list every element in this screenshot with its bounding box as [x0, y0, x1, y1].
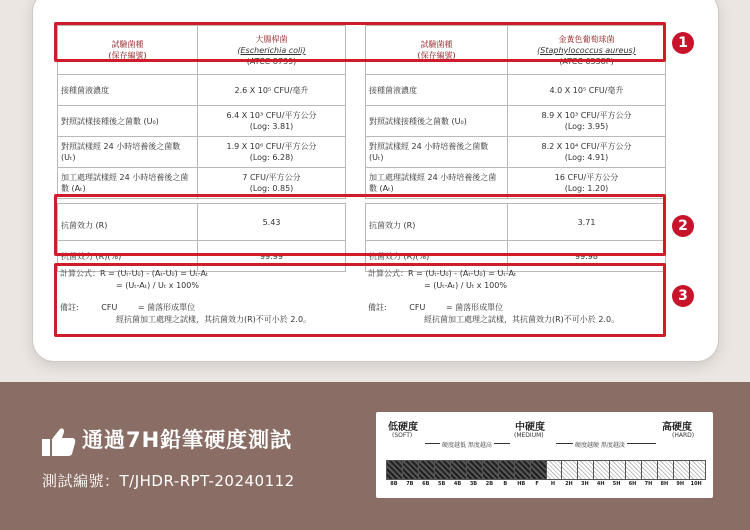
hardness-cell [547, 461, 563, 479]
grade-label: 10H [690, 481, 702, 487]
arrow-right-label: 硬度越硬 黑度越淡 [575, 442, 625, 449]
highlight-box-3 [54, 263, 666, 337]
grade-label: 2B [485, 481, 494, 487]
formula-line-1: 計算公式：R = (Uₜ-U₀) - (Aₜ-U₀) = Uₜ-Aₜ [368, 269, 517, 278]
grade-label: H [550, 481, 556, 487]
note-line-2: 經抗菌加工處理之試樣，其抗菌效力(R)不可小於 2.0。 [116, 315, 312, 324]
row-value: 1.9 X 10⁶ CFU/平方公分 (Log: 6.28) [198, 137, 346, 168]
formula-line-1: 計算公式：R = (Uₜ-U₀) - (Aₜ-U₀) = Uₜ-Aₜ [60, 269, 209, 278]
grade-label: 3B [469, 481, 478, 487]
thumbs-up-icon [42, 427, 76, 457]
hardness-cell [515, 461, 531, 479]
grade-label: 2H [565, 481, 573, 487]
hardness-cell [594, 461, 610, 479]
grade-label: 4H [596, 481, 605, 487]
hardness-cell [531, 461, 547, 479]
table-row [58, 106, 346, 137]
row-value: 4.0 X 10⁵ CFU/毫升 [508, 75, 666, 106]
grade-label: 7H [644, 481, 653, 487]
hardness-cell [435, 461, 451, 479]
row-label: 接種菌液濃度 [58, 75, 198, 106]
row-label: 對照試樣接種後之菌數 (U₀) [366, 106, 508, 137]
scale-high-label: 高硬度 [662, 422, 692, 433]
hardness-cell [562, 461, 578, 479]
report-number: 測試編號：T/JHDR-RPT-20240112 [42, 472, 295, 490]
row-value: 99.98 [508, 241, 666, 272]
row-label: 加工處理試樣經 24 小時培養後之菌數 (Aₜ) [58, 168, 198, 199]
scale-low-label: 低硬度 [388, 422, 418, 433]
row-value: 5.43 [198, 204, 346, 241]
row-label: 抗菌效力 (R)(%) [366, 241, 508, 272]
grade-label: 3H [580, 481, 589, 487]
row-label: 對照試樣經 24 小時培養後之菌數 (Uₜ) [58, 137, 198, 168]
hardness-cell [387, 461, 403, 479]
table-row [58, 75, 346, 106]
row-value: 6.4 X 10³ CFU/平方公分 (Log: 3.81) [198, 106, 346, 137]
hardness-cell [467, 461, 483, 479]
grade-label: 6H [628, 481, 637, 487]
highlight-box-1 [54, 22, 666, 62]
badge-1: 1 [672, 32, 694, 54]
row-value: 2.6 X 10⁵ CFU/毫升 [198, 75, 346, 106]
grade-label: B [503, 481, 508, 487]
note: 備註: CFU = 菌落形成單位 [368, 303, 504, 312]
arrow-left-label: 硬度越低 黑度越高 [442, 442, 492, 449]
table-row [58, 137, 346, 168]
scale-mid-en: (MEDIUM) [514, 432, 544, 439]
note: 備註: CFU = 菌落形成單位 [60, 303, 196, 312]
row-label: 接種菌液濃度 [366, 75, 508, 106]
header-strain-label: 試驗菌種 (保存編號) [58, 26, 198, 75]
row-value: 16 CFU/平方公分 (Log: 1.20) [508, 168, 666, 199]
hardness-cell [403, 461, 419, 479]
header-species: 大腸桿菌 (Escherichia coli) (ATCC 8739) [198, 26, 346, 75]
grade-label: 6B [422, 481, 430, 487]
hardness-cell [419, 461, 435, 479]
highlight-box-2 [54, 194, 666, 256]
row-value: 8.9 X 10³ CFU/平方公分 (Log: 3.95) [508, 106, 666, 137]
table-row [366, 106, 666, 137]
badge-2: 2 [672, 215, 694, 237]
hardness-cell [658, 461, 674, 479]
row-label: 抗菌效力 (R) [58, 204, 198, 241]
row-value: 3.71 [508, 204, 666, 241]
hardness-cell [674, 461, 690, 479]
scale-high-en: (HARD) [672, 432, 695, 439]
formula-line-2: = (Uₜ-Aₜ) / Uₜ x 100% [424, 281, 507, 290]
hardness-cell [499, 461, 515, 479]
hardness-cell [626, 461, 642, 479]
grade-label: 4B [453, 481, 462, 487]
hardness-cell [451, 461, 467, 479]
grade-label: 9H [676, 481, 685, 487]
grade-label: F [535, 481, 539, 487]
badge-3: 3 [672, 285, 694, 307]
table-row [366, 75, 666, 106]
row-value: 7 CFU/平方公分 (Log: 0.85) [198, 168, 346, 199]
header-species: 金黃色葡萄球菌 (Staphylococcus aureus) (ATCC 6538P) [508, 26, 666, 75]
grade-label: 5B [438, 481, 446, 487]
hardness-cells [386, 460, 706, 480]
row-label: 對照試樣經 24 小時培養後之菌數 (Uₜ) [366, 137, 508, 168]
formula-line-2: = (Uₜ-Aₜ) / Uₜ x 100% [116, 281, 199, 290]
hardness-cell [610, 461, 626, 479]
row-value: 99.99 [198, 241, 346, 272]
hardness-cell [690, 461, 705, 479]
grade-label: 8H [660, 481, 669, 487]
grade-label: 8B [390, 481, 398, 487]
scale-low-en: (SOFT) [392, 432, 413, 439]
row-label: 抗菌效力 (R) [366, 204, 508, 241]
header-strain-label: 試驗菌種 (保存編號) [366, 26, 508, 75]
hardness-cell [483, 461, 499, 479]
grade-label: 7B [406, 481, 414, 487]
hardness-cell [578, 461, 594, 479]
hardness-grades [386, 481, 704, 487]
scale-mid-label: 中硬度 [515, 422, 545, 433]
row-value: 8.2 X 10⁴ CFU/平方公分 (Log: 4.91) [508, 137, 666, 168]
table-row [366, 137, 666, 168]
grade-label: 5H [612, 481, 621, 487]
row-label: 對照試樣接種後之菌數 (U₀) [58, 106, 198, 137]
row-label: 抗菌效力 (R)(%) [58, 241, 198, 272]
grade-label: HB [517, 481, 526, 487]
hardness-cell [642, 461, 658, 479]
hardness-title: 通過7H鉛筆硬度測試 [82, 428, 293, 452]
note-line-2: 經抗菌加工處理之試樣，其抗菌效力(R)不可小於 2.0。 [424, 315, 620, 324]
row-label: 加工處理試樣經 24 小時培養後之菌數 (Aₜ) [366, 168, 508, 199]
